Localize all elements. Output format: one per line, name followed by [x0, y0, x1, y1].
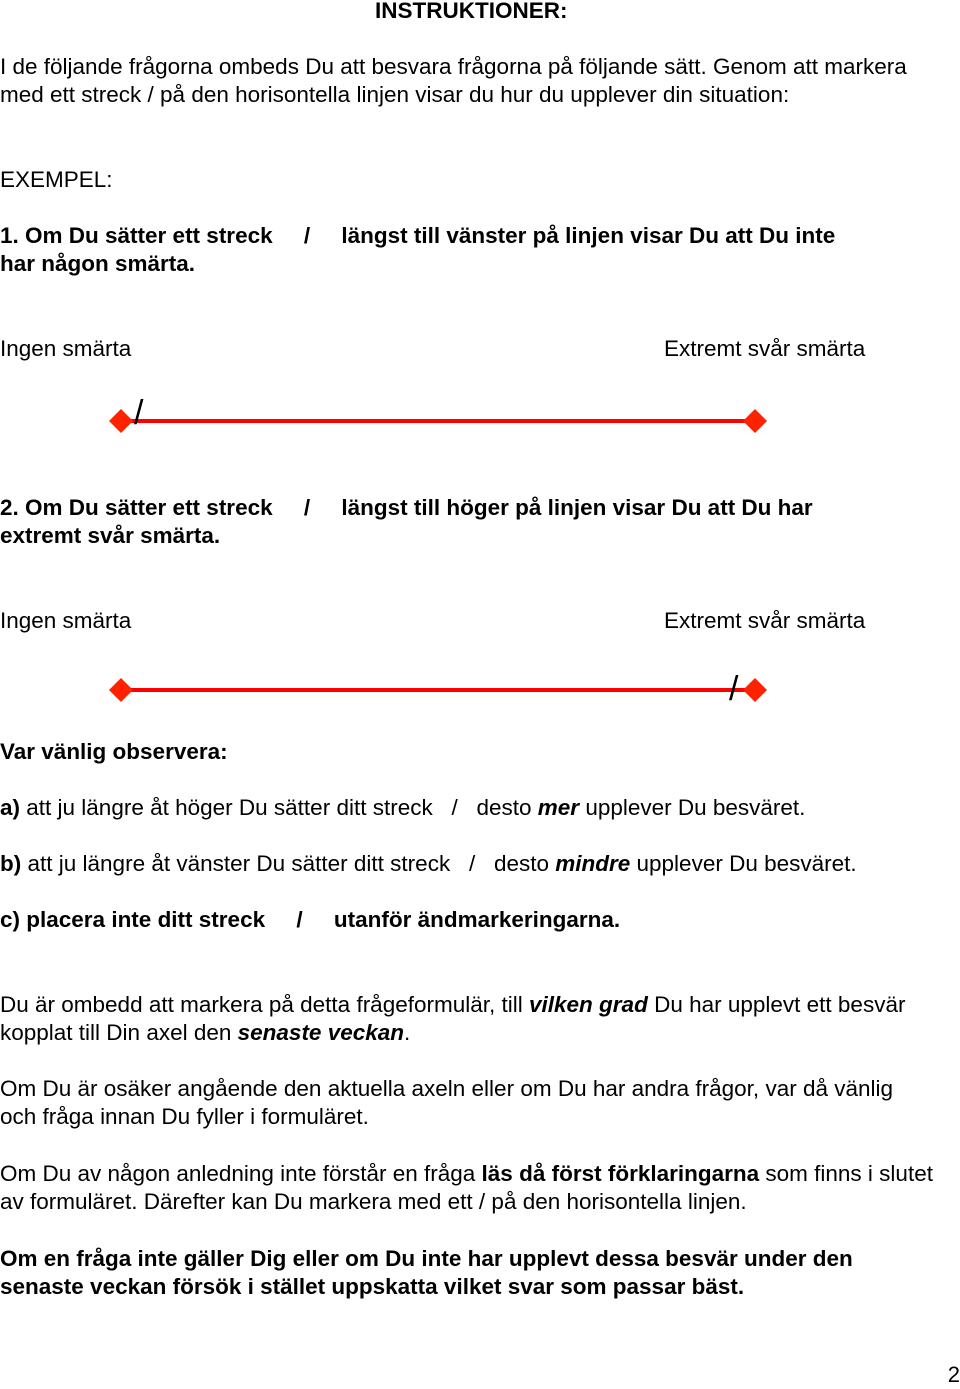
note-a-text-1: att ju längre åt höger Du sätter ditt streck / desto — [20, 795, 538, 820]
note-a-text-2: upplever Du besväret. — [579, 795, 806, 820]
example-1-scale — [108, 394, 768, 434]
note-b-emphasis: mindre — [555, 851, 631, 876]
scale-left-end-marker — [109, 409, 133, 433]
paragraph-uncertain: Om Du är osäker angående den aktuella axeln eller om Du har andra frågor, var då vänlig och fråga innan Du fyller i formuläret. — [0, 1076, 894, 1129]
observe-heading: Var vänlig observera: — [0, 739, 228, 764]
example-2-text-line-1: 2. Om Du sätter ett streck / längst till höger på linjen visar Du att Du har — [0, 495, 813, 520]
note-b-text-2: upplever Du besväret. — [630, 851, 857, 876]
scale-right-end-marker — [743, 409, 767, 433]
note-a-emphasis: mer — [537, 795, 580, 820]
intro-paragraph: I de följande frågorna ombeds Du att besvara frågorna på följande sätt. Genom att markera med ett streck / på den horisontella linjen visar du hur du upplever din situation: — [0, 54, 907, 107]
example-2-slash-mark: / — [729, 670, 739, 708]
example-1-slash-mark: / — [134, 394, 144, 432]
example-1-label-left: Ingen smärta — [0, 336, 132, 361]
page-number: 2 — [947, 1362, 960, 1387]
note-c: c) placera inte ditt streck / utanför ändmarkeringarna. — [0, 907, 621, 932]
paragraph-degree: Du är ombedd att markera på detta frågeformulär, till vilken grad Du har upplevt ett besvär kopplat till Din axel den senaste veckan. — [0, 992, 906, 1045]
paragraph-explanations: Om Du av någon anledning inte förstår en fråga läs då först förklaringarna som finns i slutet av formuläret. Därefter kan Du markera med ett / på den horisontella linjen. — [0, 1161, 933, 1214]
example-1-text-line-2: har någon smärta. — [0, 251, 196, 276]
example-heading: EXEMPEL: — [0, 167, 113, 192]
note-b — [0, 850, 857, 878]
note-a-label: a) — [0, 795, 21, 820]
scale-right-end-marker — [743, 678, 767, 702]
emphasis-degree: vilken grad — [529, 992, 648, 1017]
page-title: INSTRUKTIONER: — [375, 0, 568, 23]
emphasis-read-explanations: läs då först förklaringarna — [481, 1161, 760, 1186]
emphasis-last-week: senaste veckan — [237, 1020, 405, 1045]
paragraph-not-applicable: Om en fråga inte gäller Dig eller om Du inte har upplevt dessa besvär under den senaste veckan försök i stället uppskatta vilket svar som passar bäst. — [0, 1246, 853, 1299]
note-b-label: b) — [0, 851, 22, 876]
example-2-scale — [108, 670, 768, 708]
example-2-label-left: Ingen smärta — [0, 608, 132, 633]
scale-left-end-marker — [109, 678, 133, 702]
example-1-text-line-1: 1. Om Du sätter ett streck / längst till vänster på linjen visar Du att Du inte — [0, 223, 836, 248]
example-1-label-right: Extremt svår smärta — [664, 336, 866, 361]
example-2-text-line-2: extremt svår smärta. — [0, 523, 221, 548]
note-b-text-1: att ju längre åt vänster Du sätter ditt streck / desto — [21, 851, 556, 876]
note-a — [0, 794, 805, 822]
example-2-label-right: Extremt svår smärta — [664, 608, 866, 633]
